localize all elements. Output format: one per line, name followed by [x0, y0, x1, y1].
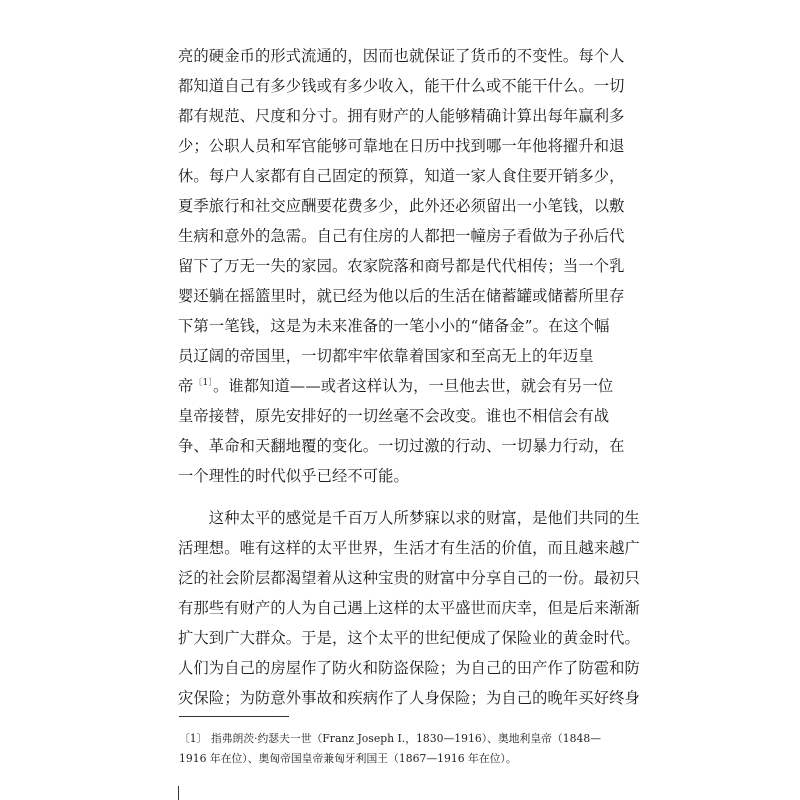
footnote-text-line: 1916 年在位）、奥匈帝国皇帝兼匈牙利国王（1867—1916 年在位）。 [179, 752, 517, 765]
body-text-line: 都知道自己有多少钱或有多少收入，能干什么或不能干什么。一切 [178, 77, 625, 95]
body-text-line: 留下了万无一失的家园。农家院落和商号都是代代相传；当一个乳 [178, 257, 625, 275]
body-text-line: 夏季旅行和社交应酬要花费多少，此外还必须留出一小笔钱，以敷 [178, 197, 625, 215]
body-text-line: 亮的硬金币的形式流通的，因而也就保证了货币的不变性。每个人 [178, 47, 625, 65]
body-text-fragment: 。谁都知道——或者这样认为，一旦他去世，就会有另一位 [212, 377, 614, 395]
body-text-line: 扩大到广大群众。于是，这个太平的世纪便成了保险业的黄金时代。 [178, 629, 640, 647]
footnote-text-line: 〔1〕 指弗朗茨·约瑟夫一世（Franz Joseph I.，1830—1916）、奥地利皇帝（1848— [179, 732, 602, 745]
body-text-line [178, 376, 638, 396]
body-text-line: 婴还躺在摇篮里时，就已经为他以后的生活在储蓄罐或储蓄所里存 [178, 287, 625, 305]
footnote-reference[interactable]: 〔1〕 [193, 377, 213, 388]
body-text-line: 这种太平的感觉是千百万人所梦寐以求的财富，是他们共同的生 [178, 509, 640, 527]
body-text-line: 员辽阔的帝国里，一切都牢牢依靠着国家和至高无上的年迈皇 [178, 347, 594, 365]
body-text-line: 有那些有财产的人为自己遇上这样的太平盛世而庆幸，但是后来渐渐 [178, 599, 640, 617]
body-text-line: 皇帝接替，原先安排好的一切丝毫不会改变。谁也不相信会有战 [178, 407, 610, 425]
page-edge-mark [178, 786, 179, 800]
body-text-line: 少；公职人员和军官能够可靠地在日历中找到哪一年他将擢升和退 [178, 137, 625, 155]
body-text-line: 活理想。唯有这样的太平世界，生活才有生活的价值，而且越来越广 [178, 539, 640, 557]
body-text-line: 休。每户人家都有自己固定的预算，知道一家人食住要开销多少， [178, 167, 625, 185]
body-text-line: 争、革命和天翻地覆的变化。一切过激的行动、一切暴力行动，在 [178, 437, 625, 455]
body-text-line: 泛的社会阶层都渴望着从这种宝贵的财富中分享自己的一份。最初只 [178, 569, 640, 587]
body-text-line: 都有规范、尺度和分寸。拥有财产的人能够精确计算出每年赢利多 [178, 107, 625, 125]
body-text-line: 灾保险；为防意外事故和疾病作了人身保险；为自己的晚年买好终身 [178, 689, 640, 707]
footnote-divider [179, 716, 289, 717]
body-text-line: 一个理性的时代似乎已经不可能。 [178, 467, 409, 485]
body-text-line: 下第一笔钱，这是为未来准备的一笔小小的“储备金”。在这个幅 [178, 317, 610, 335]
body-text-line: 人们为自己的房屋作了防火和防盗保险；为自己的田产作了防雹和防 [178, 659, 640, 677]
body-text-fragment: 帝 [178, 377, 194, 395]
body-text-line: 生病和意外的急需。自己有住房的人都把一幢房子看做为子孙后代 [178, 227, 625, 245]
